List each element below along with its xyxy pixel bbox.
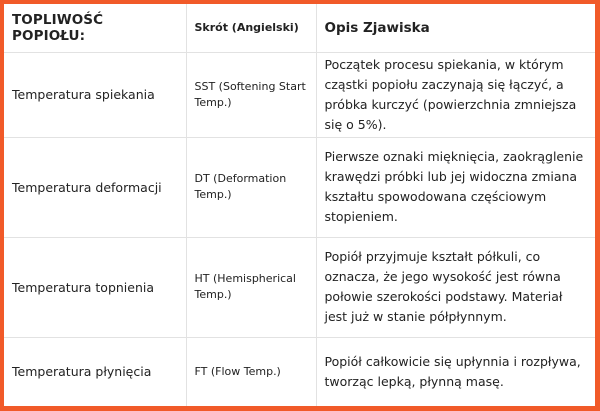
header-abbreviation: Skrót (Angielski)	[186, 4, 316, 52]
row-abbreviation: SST (Softening Start Temp.)	[186, 52, 316, 137]
header-property: TOPLIWOŚĆ POPIOŁU:	[4, 4, 186, 52]
row-abbreviation: FT (Flow Temp.)	[186, 337, 316, 406]
table-row	[4, 137, 595, 237]
table-row	[4, 52, 595, 137]
row-name: Temperatura płynięcia	[4, 337, 186, 406]
row-name: Temperatura spiekania	[4, 52, 186, 137]
row-name: Temperatura topnienia	[4, 237, 186, 337]
row-description: Popiół przyjmuje kształt półkuli, co oznacza, że jego wysokość jest równa połowie szerokości podstawy. Materiał jest już w stanie półpłynnym.	[316, 237, 595, 337]
row-abbreviation: HT (Hemispherical Temp.)	[186, 237, 316, 337]
header-description: Opis Zjawiska	[316, 4, 595, 52]
row-description: Popiół całkowicie się upłynnia i rozpływa, tworząc lepką, płynną masę.	[316, 337, 595, 406]
table-frame	[4, 4, 595, 406]
row-abbreviation: DT (Deformation Temp.)	[186, 137, 316, 237]
row-description: Pierwsze oznaki mięknięcia, zaokrąglenie krawędzi próbki lub jej widoczna zmiana kształtu spowodowana częściowym stopieniem.	[316, 137, 595, 237]
row-name: Temperatura deformacji	[4, 137, 186, 237]
ash-fusibility-table	[4, 4, 595, 406]
table-row	[4, 337, 595, 406]
table-row	[4, 237, 595, 337]
table-header-row	[4, 4, 595, 52]
row-description: Początek procesu spiekania, w którym cząstki popiołu zaczynają się łączyć, a próbka kurczyć (powierzchnia zmniejsza się o 5%).	[316, 52, 595, 137]
